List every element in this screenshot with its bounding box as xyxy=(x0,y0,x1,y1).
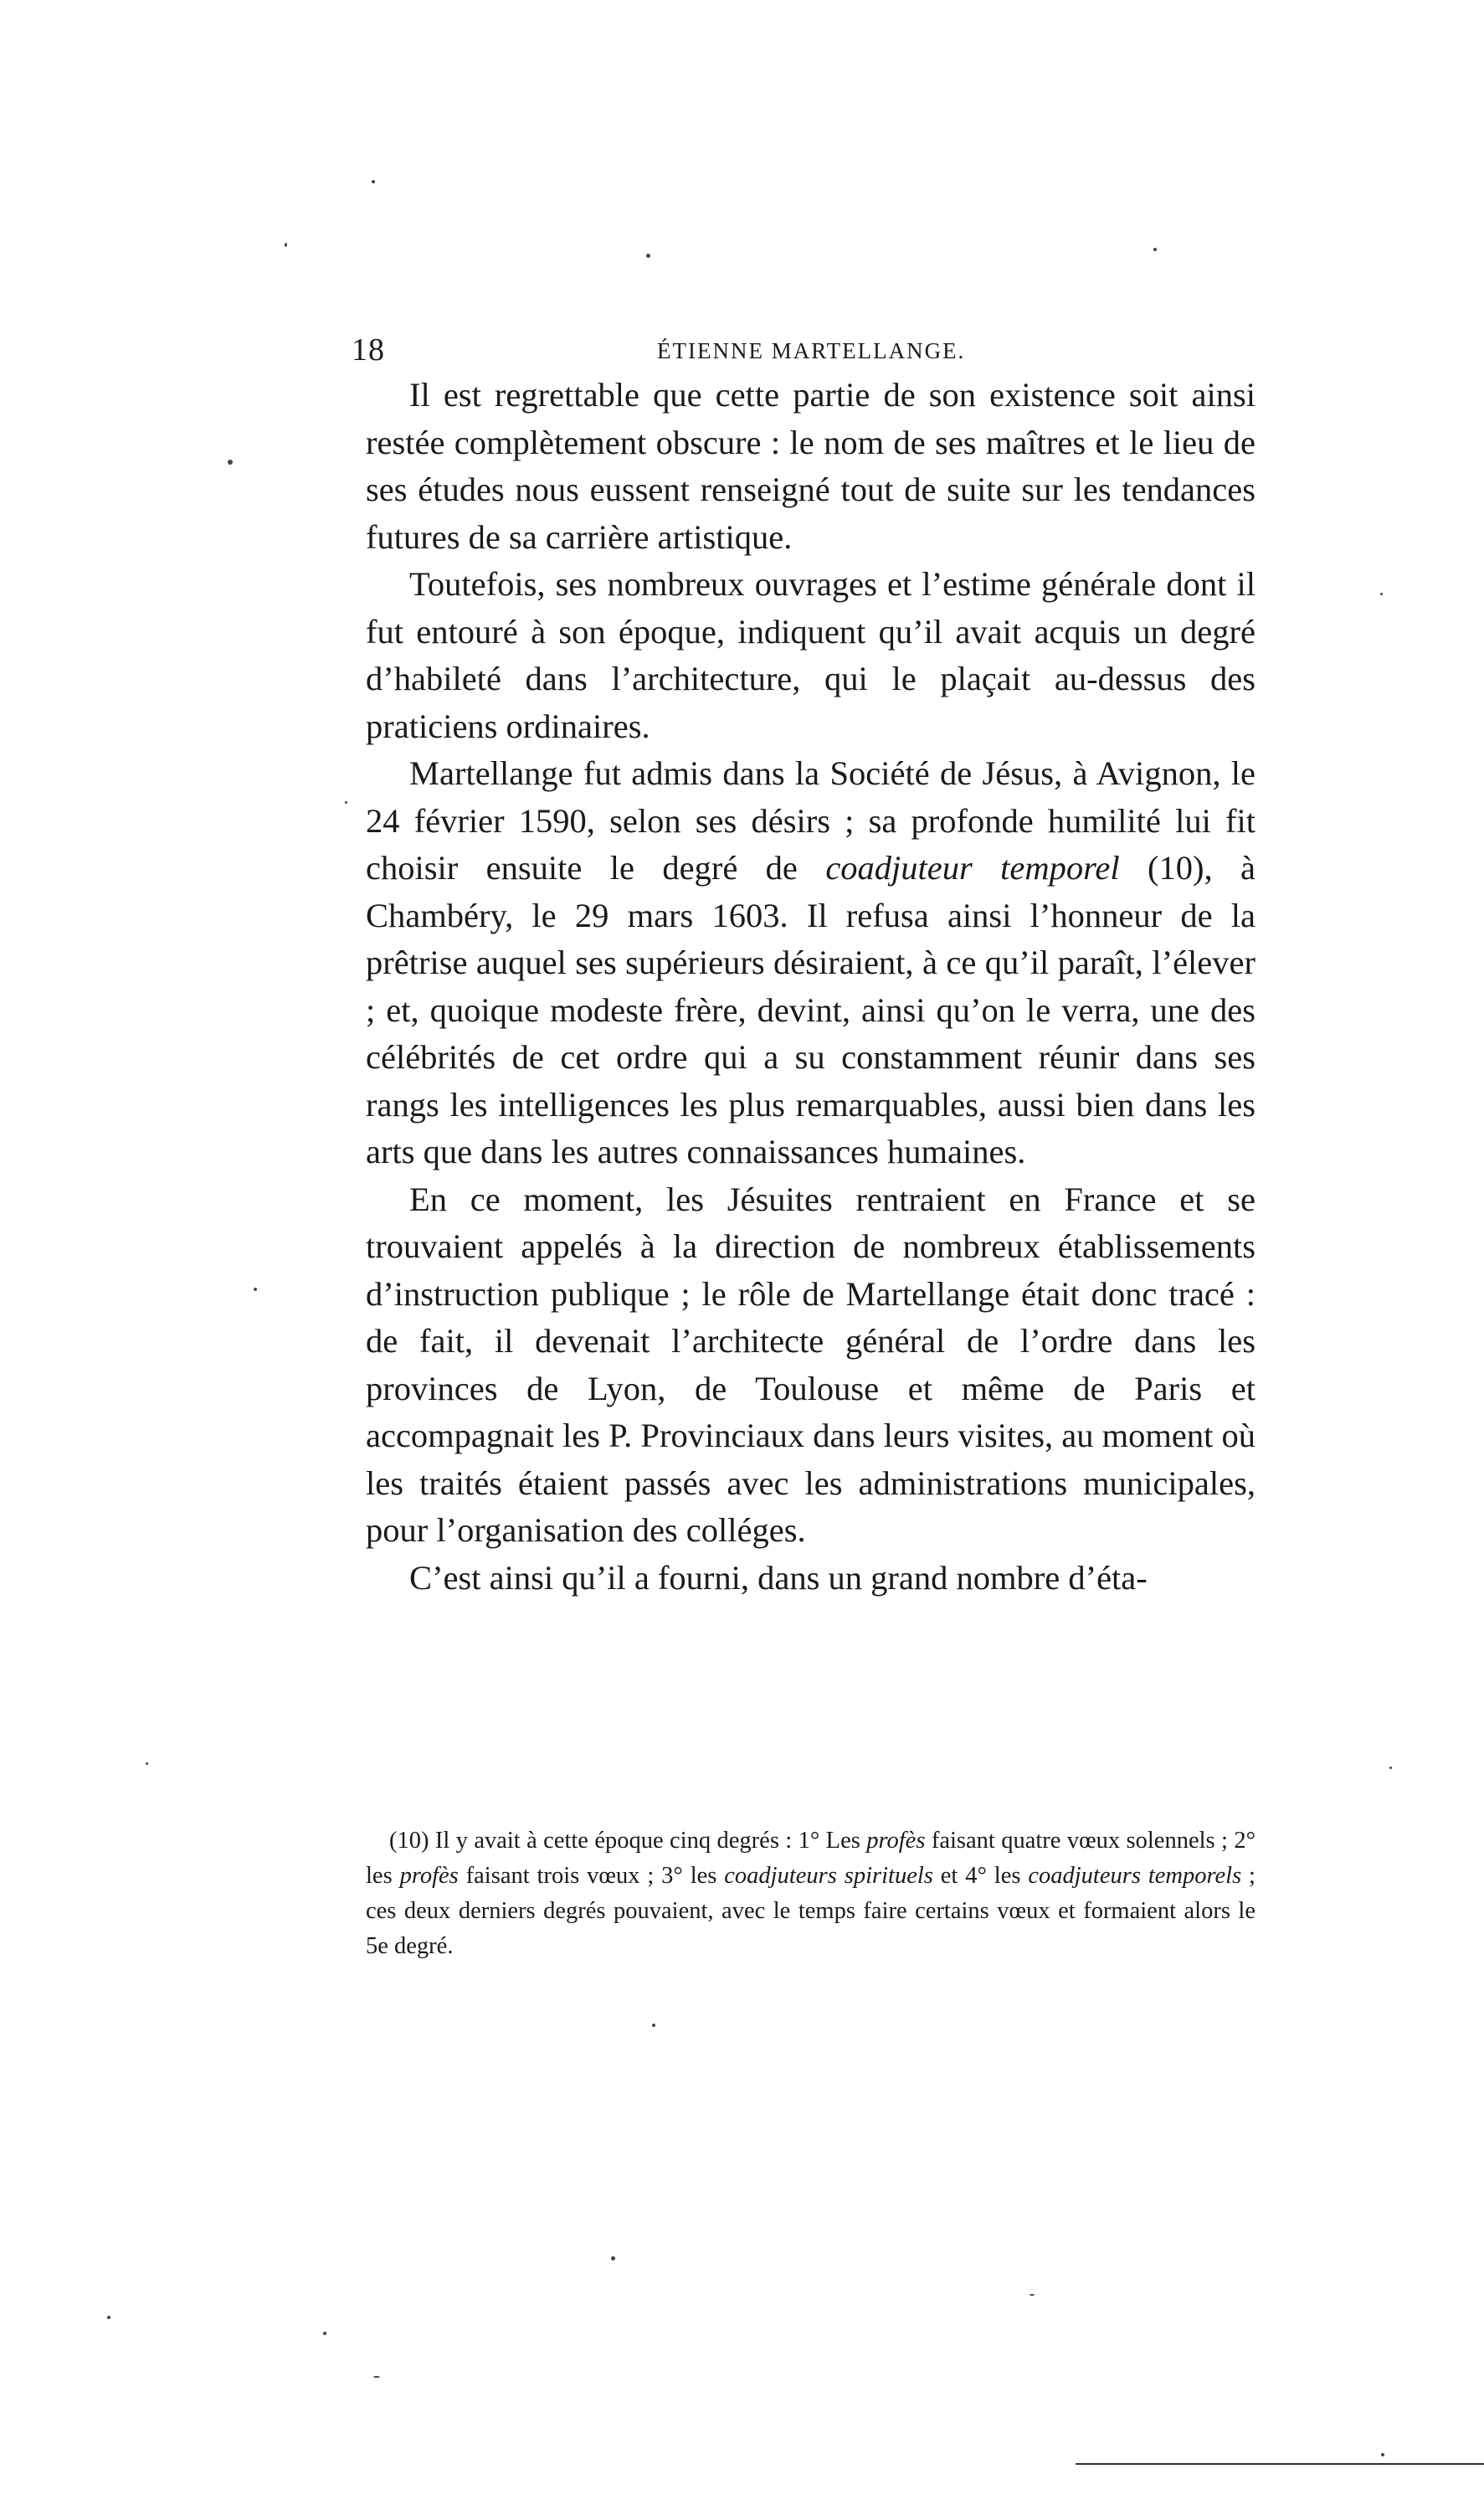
scan-speck xyxy=(372,180,375,183)
footnote-italic-2: profès xyxy=(399,1863,459,1889)
footnote-text-3: faisant trois vœux ; 3° les xyxy=(458,1863,725,1889)
paragraph-3-italic: coadjuteur temporel xyxy=(825,849,1120,887)
scan-speck xyxy=(652,2024,655,2027)
paragraph-2: Toutefois, ses nombreux ouvrages et l’estime générale dont il fut entouré à son époque, indiquent qu’il avait acquis un degré d’habileté dans l’architecture, qui le plaçait au-dessus des praticiens ordinaires. xyxy=(366,565,1255,745)
footnote-10 xyxy=(366,1823,1255,1964)
footnote-text-5: ; ces deux derniers degrés pouvaient, avec le temps faire certains vœux et formaient alors le 5e degré. xyxy=(366,1863,1255,1959)
scan-speck xyxy=(254,1288,257,1291)
scan-speck xyxy=(228,460,233,465)
scan-speck xyxy=(107,2316,110,2319)
paragraph-3-part-1: Martellange fut admis dans la Société de Jésus, à Avignon, le 24 février 1590, selon ses désirs ; sa profonde humilité lui fit choisir ensuite le degré de xyxy=(366,754,1255,887)
paragraph-5: C’est ainsi qu’il a fourni, dans un grand nombre d’éta- xyxy=(409,1558,1148,1597)
scan-speck xyxy=(345,801,347,804)
scan-speck xyxy=(323,2332,326,2335)
scan-speck xyxy=(1381,2453,1384,2456)
paragraph-4: En ce moment, les Jésuites rentraient en France et se trouvaient appelés à la direction de nombreux établissements d’instruction publique ; le rôle de Martellange était donc tracé : de fait, il devenait l’architecte général de l’ordre dans les provinces de Lyon, de Toulouse et même de Paris et accompagnait les P. Provinciaux dans leurs visites, au moment où les traités étaient passés avec les administrations municipales, pour l’organisation des colléges. xyxy=(366,1180,1255,1549)
footnote-text-1: (10) Il y avait à cette époque cinq degrés : 1° Les xyxy=(389,1828,867,1854)
scan-speck xyxy=(1153,248,1157,251)
footnote-text-2: faisant quatre vœux solennels ; 2° les xyxy=(366,1828,1255,1889)
footnote-italic-1: profès xyxy=(866,1828,926,1854)
scan-speck xyxy=(1380,593,1383,595)
paragraph-3-part-2: (10), à Chambéry, le 29 mars 1603. Il refusa ainsi l’honneur de la prêtrise auquel ses supérieurs désiraient, à ce qu’il paraît, l’élever ; et, quoique modeste frère, devint, ainsi qu’on le verra, une des célébrités de cet ordre qui a su constamment réunir dans ses rangs les intelligences les plus remarquables, aussi bien dans les arts que dans les autres connaissances humaines. xyxy=(366,849,1256,1170)
footnote-block xyxy=(366,1823,1255,1964)
bottom-rule xyxy=(1076,2463,1484,2465)
paragraph-1: Il est regrettable que cette partie de son existence soit ainsi restée complètement obscure : le nom de ses maîtres et le lieu de ses études nous eussent renseigné tout de suite sur les tendances futures de sa carrière artistique. xyxy=(366,376,1255,556)
scan-speck xyxy=(146,1762,148,1765)
footnote-italic-3: coadjuteurs spirituels xyxy=(724,1863,933,1889)
footnote-italic-4: coadjuteurs temporels xyxy=(1028,1863,1242,1889)
scan-speck xyxy=(611,2256,615,2261)
scan-speck xyxy=(373,2376,380,2378)
paragraph-3 xyxy=(366,750,1255,1176)
page-number: 18 xyxy=(352,332,385,368)
scan-speck xyxy=(646,254,650,258)
running-head: ÉTIENNE MARTELLANGE. xyxy=(657,338,966,363)
scan-speck xyxy=(285,243,287,247)
scan-speck xyxy=(1030,2294,1035,2296)
main-text xyxy=(366,372,1255,1602)
scan-speck xyxy=(1389,1767,1392,1769)
page-header xyxy=(352,333,1264,367)
footnote-text-4: et 4° les xyxy=(932,1863,1029,1889)
